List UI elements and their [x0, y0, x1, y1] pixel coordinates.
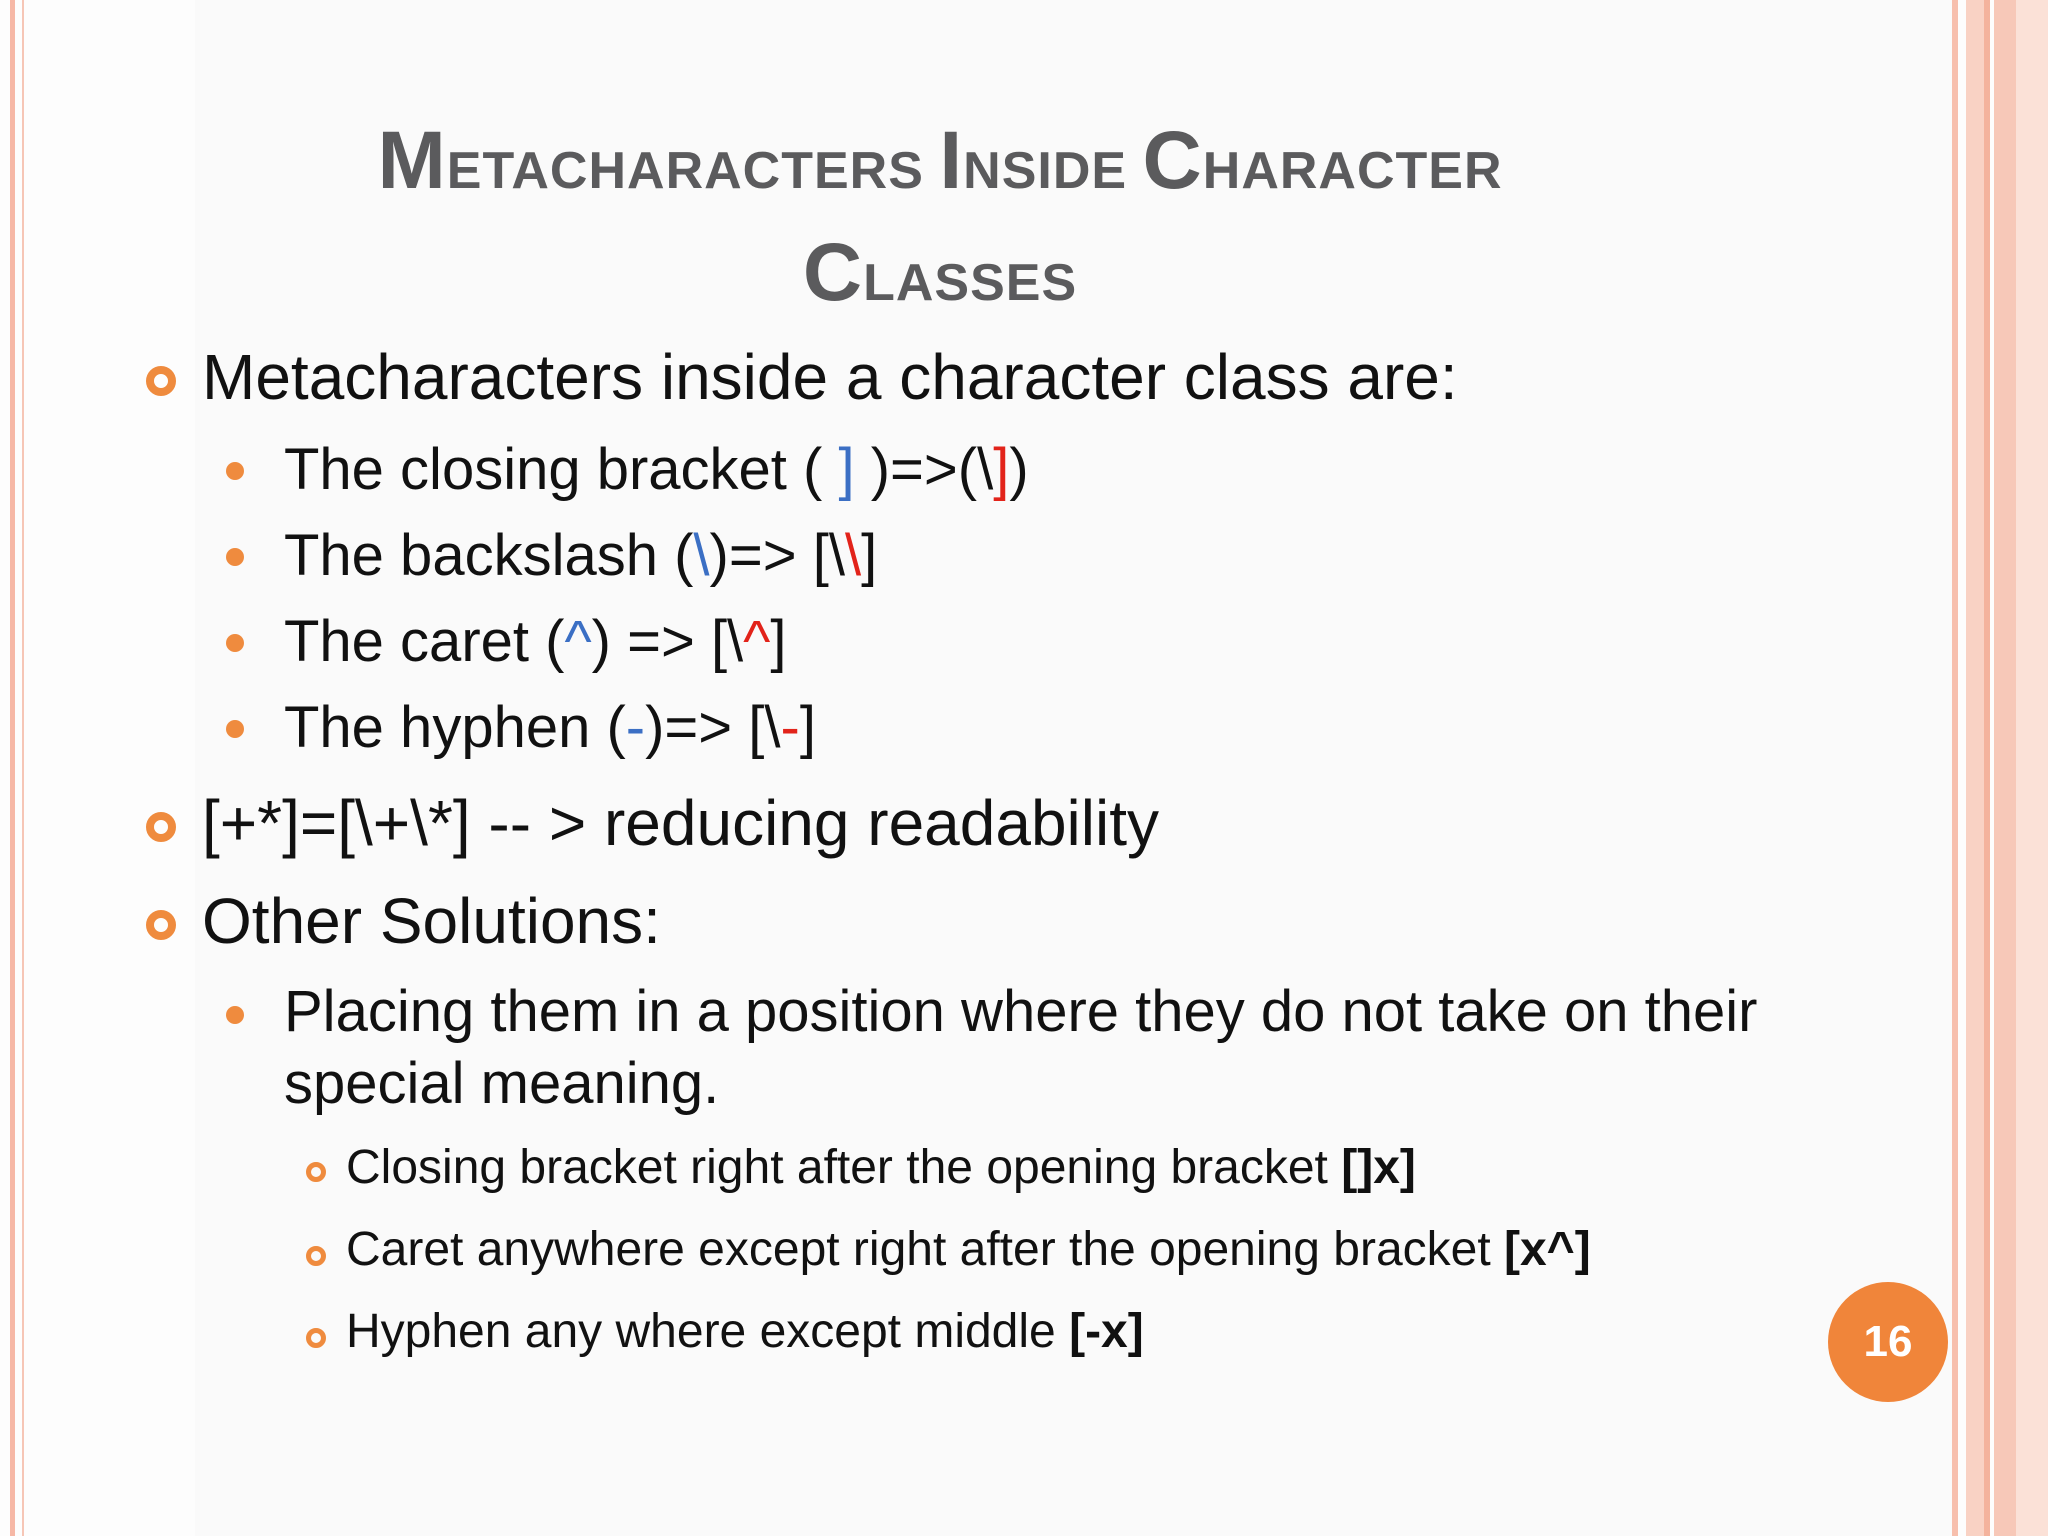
tip-hyphen: Hyphen any where except middle [-x]	[346, 1305, 1144, 1358]
bullet-ring-icon	[146, 812, 176, 842]
tip-caret: Caret anywhere except right after the opening bracket [x^]	[346, 1223, 1591, 1276]
bullet-small-ring-icon	[306, 1328, 326, 1348]
right-border-stripe	[2016, 0, 2048, 1536]
right-border-stripe	[1952, 0, 1958, 1536]
solution-text-line-2: special meaning.	[284, 1051, 720, 1116]
left-border-stripe	[10, 0, 15, 1536]
bullet-dot-icon	[226, 462, 244, 480]
bullet-dot-icon	[226, 1006, 244, 1024]
bullet-other-solutions: Other Solutions:	[202, 885, 661, 957]
right-border-stripe	[1984, 0, 1990, 1536]
bullet-small-ring-icon	[306, 1246, 326, 1266]
bullet-metacharacters: Metacharacters inside a character class are:	[202, 341, 1458, 413]
slide-title-line-2: CLASSES	[802, 227, 1078, 318]
sub-item-caret: The caret (^) => [\^]	[284, 609, 787, 674]
bullet-small-ring-icon	[306, 1162, 326, 1182]
right-border-stripe	[1994, 0, 2016, 1536]
slide-title	[160, 110, 1720, 334]
tip-closing-bracket: Closing bracket right after the opening bracket []x]	[346, 1141, 1416, 1194]
bullet-dot-icon	[226, 634, 244, 652]
bullet-readability: [+*]=[\+\*] -- > reducing readability	[202, 787, 1159, 859]
bullet-ring-icon	[146, 366, 176, 396]
sub-item-hyphen: The hyphen (-)=> [\-]	[284, 695, 816, 760]
sub-item-closing-bracket: The closing bracket ( ] )=>(\])	[284, 437, 1029, 502]
sub-item-backslash: The backslash (\)=> [\\]	[284, 523, 878, 588]
bullet-ring-icon	[146, 910, 176, 940]
right-border-stripe	[1966, 0, 1984, 1536]
bullet-dot-icon	[226, 548, 244, 566]
bullet-dot-icon	[226, 720, 244, 738]
solution-text-line-1: Placing them in a position where they do not take on their	[284, 979, 1758, 1044]
page-number-badge: 16	[1828, 1282, 1948, 1402]
slide-title-line-1: METACHARACTERS INSIDE CHARACTER	[377, 115, 1503, 206]
left-border-stripe	[22, 0, 24, 1536]
